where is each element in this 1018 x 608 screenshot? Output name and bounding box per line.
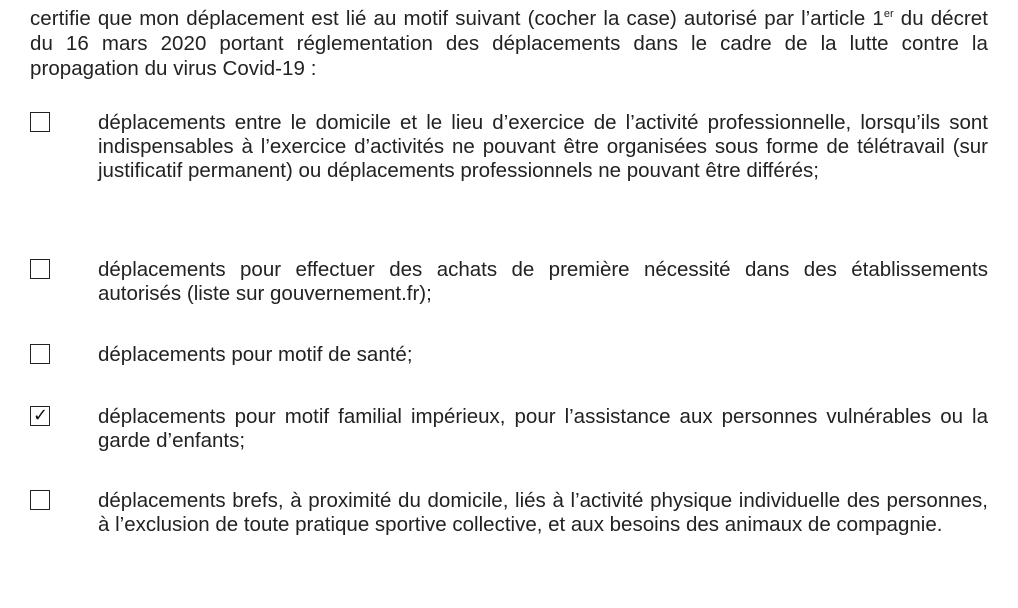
reason-item-exercise [30, 489, 988, 537]
reason-item-work [30, 111, 988, 183]
checkbox-exercise[interactable] [30, 490, 50, 510]
reason-text-work: déplacements entre le domicile et le lieu d’exercice de l’activité professionnelle, lorsqu’ils sont indispensables à l’exercice d’activités ne pouvant être organisées sous forme de télétravail (sur justificatif permanent) ou déplacements professionnels ne pouvant être différés; [98, 111, 988, 182]
reason-text-exercise: déplacements brefs, à proximité du domicile, liés à l’activité physique individuelle des personnes, à l’exclusion de toute pratique sportive collective, et aux besoins des animaux de compagnie. [98, 489, 988, 536]
reason-item-health [30, 343, 988, 367]
ordinal-superscript: er [883, 8, 894, 21]
reason-text-health: déplacements pour motif de santé; [98, 343, 413, 366]
reason-text-family: déplacements pour motif familial impérieux, pour l’assistance aux personnes vulnérables ou la garde d’enfants; [98, 405, 988, 452]
checkmark-icon: ✓ [32, 404, 49, 426]
checkbox-family[interactable] [30, 406, 50, 426]
reason-text-shopping: déplacements pour effectuer des achats de première nécessité dans des établissements autorisés (liste sur gouvernement.fr); [98, 258, 988, 305]
intro-text: certifie que mon déplacement est lié au motif suivant (cocher la case) autorisé par l’article 1 [30, 7, 884, 30]
reason-item-family [30, 405, 988, 453]
checkbox-health[interactable] [30, 344, 50, 364]
intro-paragraph [30, 6, 988, 81]
intro-text-continued: du décret du 16 mars 2020 portant réglementation des déplacements dans le cadre de la lutte contre la propagation du virus Covid-19 : [30, 7, 988, 80]
checkbox-shopping[interactable] [30, 259, 50, 279]
checkbox-work[interactable] [30, 112, 50, 132]
reason-item-shopping [30, 258, 988, 306]
